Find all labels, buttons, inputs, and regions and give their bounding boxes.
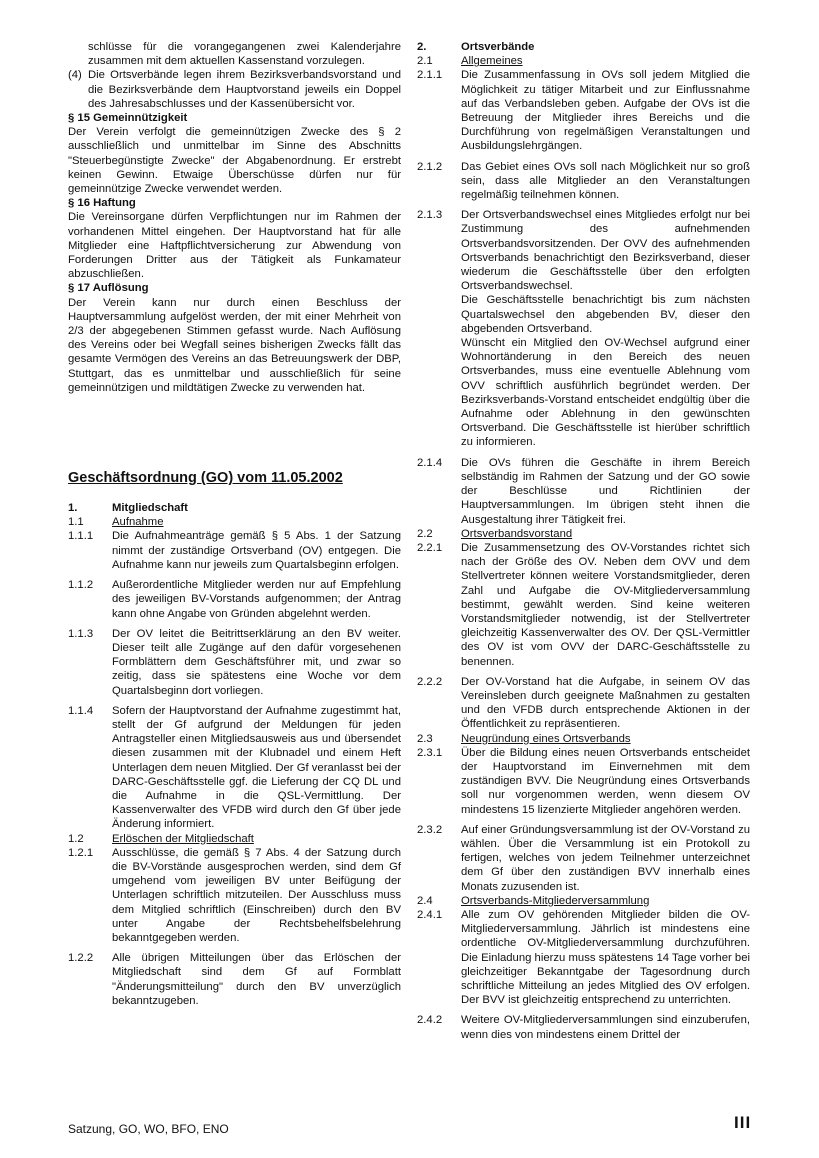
section-number: 1.1.3 <box>68 627 94 640</box>
section-number: 1.1.2 <box>68 579 94 592</box>
section-2-3-2 <box>417 823 750 894</box>
section-2-2-2 <box>417 675 750 732</box>
section-number: 1.1.1 <box>68 530 94 543</box>
section-number: 2.1.4 <box>417 456 443 469</box>
clause-number: (4) <box>68 69 82 82</box>
section-number: 2.1.2 <box>417 160 443 173</box>
section-1-2-2 <box>68 951 401 1008</box>
section-number: 2.1 <box>417 55 433 68</box>
section-text: Die Zusammensetzung des OV-Vorstandes richtet sich nach der Größe des OV. Neben dem OVV und dem Stellvertreter können weitere Vorstandsmitglieder, deren Zahl und Aufgabe die OV-Mitgliederversammlung bestimmt, gewählt werden. Sind keine weiteren Vorstandsmitglieder notwendig, ist der Stellvertreter gleichzeitig Kassenverwalter des OV. Der QSL-Vermittler des OV ist vom OVV der DARC-Geschäftsstelle zu benennen. <box>461 541 750 668</box>
page-number: III <box>734 1113 752 1132</box>
section-number: 2.1.3 <box>417 209 443 222</box>
section-1-heading <box>68 501 401 515</box>
section-2-heading <box>417 40 750 54</box>
section-2-1-2 <box>417 160 750 203</box>
section-1-1-1 <box>68 529 401 572</box>
section-2-4-1 <box>417 908 750 1007</box>
section-number: 2.4 <box>417 894 433 907</box>
section-title: Aufnahme <box>112 516 164 529</box>
section-1-1-2 <box>68 578 401 621</box>
section-1-1-heading <box>68 515 401 529</box>
left-column <box>68 40 401 1008</box>
section-2-2-heading <box>417 527 750 541</box>
section-2-2-1 <box>417 541 750 669</box>
section-number: 1.2.2 <box>68 952 94 965</box>
section-number: 2.2 <box>417 527 433 540</box>
section-title: Ortsverbände <box>461 41 535 53</box>
section-1-2-1 <box>68 846 401 945</box>
s17-heading: § 17 Auflösung <box>68 282 149 295</box>
section-2-1-4 <box>417 456 750 527</box>
section-text: Das Gebiet eines OVs soll nach Möglichkeit nur so groß sein, dass alle Mitglieder an den Veranstaltungen regelmäßig teilnehmen können. <box>461 160 750 202</box>
section-1-1-4 <box>68 704 401 832</box>
section-text: Ausschlüsse, die gemäß § 7 Abs. 4 der Satzung durch die BV-Vorstände ausgesprochen werden, sind dem Gf umgehend vom jeweiligen BV unter Beifügung der Unterlagen schriftlich mitzuteilen. Der Ausschluss muss dem Mitglied schriftlich (Einschreiben) durch den BV unter Angabe der Rechtsbehelfsbelehrung bekanntgegeben werden. <box>112 846 401 944</box>
section-text: Auf einer Gründungsversammlung ist der OV-Vorstand zu wählen. Über die Versammlung ist ein Protokoll zu fertigen, welches von jedem Teilnehmer unterzeichnet dem Gf über den zuständigen BVV innerhalb eines Monats zuzusenden ist. <box>461 823 750 893</box>
intro-continuation: schlüsse für die vorangegangenen zwei Kalenderjahre zusammen mit dem aktuellen Kassenstand vorzulegen. <box>88 41 401 68</box>
section-text: Der OV leitet die Beitrittserklärung an den BV weiter. Dieser teilt alle Zugänge auf den dafür vorgesehenen Formblättern dem Geschäftsführer mit, und zwar so zeitig, dass sie spätestens eine Woche vor dem Quartalsbeginn dort vorliegen. <box>112 627 401 697</box>
section-text: Weitere OV-Mitgliederversammlungen sind einzuberufen, wenn dies von mindestens einem Drittel der <box>461 1014 750 1041</box>
section-text: Sofern der Hauptvorstand der Aufnahme zugestimmt hat, stellt der Gf aufgrund der Meldungen für jeden Antragsteller einen Mitgliedsausweis aus und übersendet diesen zusammen mit der Klubnadel und einem Heft Unterlagen dem neuen Mitglied. Der Gf veranlasst bei der DARC-Geschäftsstelle ggf. die Lieferung der CQ DL und die Aufnahme in die QSL-Vermittlung. Der Kassenverwalter des VFDB wird durch den Gf über jede Änderung informiert. <box>112 704 401 831</box>
section-number: 2.4.2 <box>417 1014 443 1027</box>
section-text: Die Zusammenfassung in OVs soll jedem Mitglied die Möglichkeit zu tätiger Mitarbeit und zur Einflussnahme auf das Verbandsleben geben. Aufgabe der OVs ist die Betreuung der Mitglieder ihres Bereichs und die Durchführung von regelmäßigen Veranstaltungen und Ausbildungslehrgängen. <box>461 69 750 153</box>
s15-heading: § 15 Gemeinnützigkeit <box>68 112 188 125</box>
s16-text: Die Vereinsorgane dürfen Verpflichtungen nur im Rahmen der vorhandenen Mittel eingehen. Der Hauptvorstand hat für alle Mitglieder eine Haftpflichtversicherung zur Abwendung von Forderungen Dritter aus der Tätigkeit als Funkamateur abzuschließen. <box>68 211 401 281</box>
section-title: Mitgliedschaft <box>112 502 188 515</box>
section-number: 2.2.1 <box>417 541 443 554</box>
section-text: Alle zum OV gehörenden Mitglieder bilden die OV-Mitgliederversammlung. Jährlich ist mindestens eine ordentliche OV-Mitgliederversammlung durchzuführen. Die Einladung hierzu muss spätestens 14 Tage vorher bei gleichzeitiger Bekanntgabe der Tagesordnung durch schriftliche Mitteilung an jedes Mitglied des OV erfolgen. Der BVV ist gleichzeitig entsprechend zu unterrichten. <box>461 908 750 1007</box>
section-number: 2.4.1 <box>417 908 443 921</box>
section-2-4-2 <box>417 1013 750 1041</box>
section-title: Ortsverbands-Mitgliederversammlung <box>461 894 650 907</box>
section-number: 2.3.1 <box>417 746 443 759</box>
section-text: Die OVs führen die Geschäfte in ihrem Bereich selbständig im Rahmen der Satzung und der GO sowie der Beschlüsse und Richtlinien der Hauptversammlungen. Im übrigen steht ihnen die Ausgestaltung ihrer Tätigkeit frei. <box>461 456 750 526</box>
section-1-1-3 <box>68 627 401 698</box>
s17-text: Der Verein kann nur durch einen Beschluss der Hauptversammlung aufgelöst werden, der mit einer Mehrheit von 2/3 der abgegebenen Stimmen gefasst wurde. Nach Auflösung des Vereins oder bei Wegfall seines bisherigen Zwecks fällt das gesamte Vermögen des Vereins an das Betreuungswerk der DBP, Stuttgart, das es unmittelbar und ausschließlich für seine gemeinnützigen und mildtätigen Zwecke zu verwenden hat. <box>68 296 401 394</box>
section-number: 2.1.1 <box>417 69 443 82</box>
section-1-2-heading <box>68 832 401 846</box>
section-2-3-heading <box>417 732 750 746</box>
section-text: Der Ortsverbandswechsel eines Mitgliedes erfolgt nur bei Zustimmung des aufnehmenden Ortsverbandsvorsitzenden. Der OVV des aufnehmenden Ortsverbands benachrichtigt den Bezirksverband, dieser wiederum die Geschäftsstelle über den erfolgten Ortsverbandswechsel. <box>461 209 750 293</box>
section-number: 2.2.2 <box>417 675 443 688</box>
section-title: Erlöschen der Mitgliedschaft <box>112 832 254 845</box>
right-column <box>417 40 750 1042</box>
footer-document-title: Satzung, GO, WO, BFO, ENO <box>68 1122 229 1136</box>
section-2-1-heading <box>417 54 750 68</box>
section-number: 1.1 <box>68 516 84 529</box>
section-number: 2.3 <box>417 732 433 745</box>
section-text: Wünscht ein Mitglied den OV-Wechsel aufgrund einer Wohnortänderung in den Bereich des neuen Ortsverbandes, muss eine eventuelle Ablehnung vom OVV schriftlich ausführlich begründet werden. Der Bezirksverbands-Vorstand entscheidet endgültig über die Aufnahme oder Ablehnung in den gewünschten Ortsverband. Die Geschäftsstelle ist hierüber schriftlich zu informieren. <box>461 337 750 449</box>
section-number: 1.1.4 <box>68 704 94 717</box>
clause-text: Die Ortsverbände legen ihrem Bezirksverbandsvorstand und die Bezirksverbände dem Hauptvorstand jeweils ein Doppel des Jahresabschlusses und der Kassenübersicht vor. <box>88 69 401 110</box>
section-number: 1.2 <box>68 832 84 845</box>
section-title: Ortsverbandsvorstand <box>461 527 573 540</box>
section-title: Neugründung eines Ortsverbands <box>461 732 631 745</box>
section-title: Allgemeines <box>461 55 523 68</box>
clause-4 <box>68 68 401 111</box>
section-text: Die Geschäftsstelle benachrichtigt bis zum nächsten Quartalswechsel den abgebenden BV, dieser den abgebenden Ortsverband. <box>461 294 750 335</box>
section-number: 2. <box>417 41 427 53</box>
s15-text: Der Verein verfolgt die gemeinnützigen Zwecke des § 2 ausschließlich und unmittelbar im Sinne des Abschnitts "Steuerbegünstigte Zwecke" der Abgabenordnung. Er erstrebt keinen Gewinn. Etwaige Überschüsse dürfen nur für gemeinnützige Zwecke verwendet werden. <box>68 126 401 196</box>
section-number: 1. <box>68 502 78 515</box>
section-number: 2.3.2 <box>417 823 443 836</box>
section-2-4-heading <box>417 894 750 908</box>
s16-heading: § 16 Haftung <box>68 197 136 210</box>
section-text: Alle übrigen Mitteilungen über das Erlöschen der Mitgliedschaft sind dem Gf auf Formblatt "Änderungsmitteilung" durch den BV unverzüglich bekanntzugeben. <box>112 952 401 1007</box>
section-2-1-3 <box>417 208 750 449</box>
section-2-3-1 <box>417 746 750 817</box>
section-text-group <box>461 208 750 449</box>
section-text: Über die Bildung eines neuen Ortsverbands entscheidet der Hauptvorstand im Einvernehmen mit dem zuständigen BVV. Die Neugründung eines Ortsverbands soll nur vorgenommen werden, wenn diesem OV mindestens 15 lizenzierte Mitglieder angehören werden. <box>461 746 750 816</box>
section-text: Außerordentliche Mitglieder werden nur auf Empfehlung des jeweiligen BV-Vorstands aufgenommen; der Antrag kann ohne Angabe von Gründen abgelehnt werden. <box>112 579 401 620</box>
section-text: Die Aufnahmeanträge gemäß § 5 Abs. 1 der Satzung nimmt der zuständige Ortsverband (OV) entgegen. Die Aufnahme kann nur jeweils zum Quartalsbeginn erfolgen. <box>112 530 401 571</box>
go-title: Geschäftsordnung (GO) vom 11.05.2002 <box>68 470 343 487</box>
section-2-1-1 <box>417 68 750 153</box>
section-text: Der OV-Vorstand hat die Aufgabe, in seinem OV das Vereinsleben durch geeignete Maßnahmen zu gestalten und den VFDB durch entsprechende Aktionen in der Öffentlichkeit zu repräsentieren. <box>461 675 750 731</box>
section-number: 1.2.1 <box>68 846 94 859</box>
